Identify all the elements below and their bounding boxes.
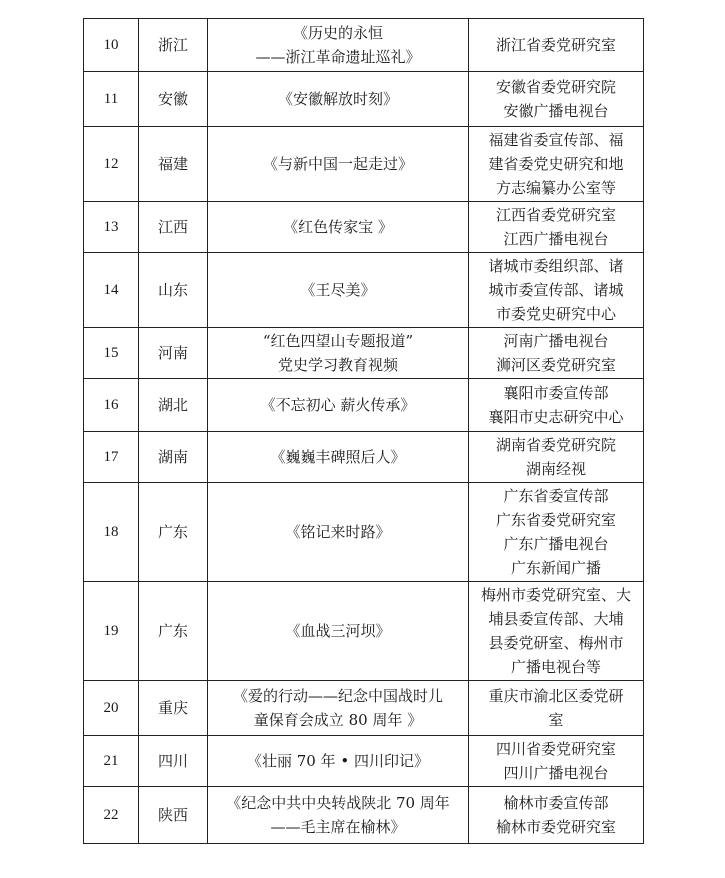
program-title-cell [208,72,469,127]
organization-line: 福建省委宣传部、福 [488,131,624,149]
row-number-cell: 21 [84,736,139,787]
organization-line: 室 [548,711,564,729]
organization-line: 方志编纂办公室等 [495,179,616,197]
program-title-line: 《铭记来时路》 [285,523,391,541]
organization-line: 安徽广播电视台 [503,102,609,120]
table-body [84,19,644,844]
organization-cell [469,736,644,787]
program-title-line: ——毛主席在榆林》 [270,818,406,836]
organization-cell [469,787,644,844]
organization-cell [469,483,644,582]
program-title-cell [208,582,469,681]
program-title-line: 《巍巍丰碑照后人》 [270,448,406,466]
organization-line: 浙江省委党研究室 [495,36,616,54]
row-number-cell: 20 [84,681,139,736]
program-title-line: 党史学习教育视频 [277,356,398,374]
program-title-line: 《与新中国一起走过》 [262,155,413,173]
table-row [84,787,644,844]
province-cell: 山东 [139,253,208,328]
row-number-cell: 17 [84,432,139,483]
row-number-cell: 11 [84,72,139,127]
program-title-line: 《王尽美》 [300,281,376,299]
province-cell: 江西 [139,202,208,253]
organization-cell [469,432,644,483]
program-title-line: 《安徽解放时刻》 [277,90,398,108]
row-number-cell: 13 [84,202,139,253]
row-number-cell: 10 [84,19,139,72]
program-title-cell [208,379,469,432]
table-row [84,681,644,736]
organization-line: 广播电视台等 [510,658,601,676]
table-row [84,328,644,379]
program-title-cell [208,127,469,202]
province-cell: 广东 [139,582,208,681]
table-row [84,582,644,681]
organization-line: 江西广播电视台 [503,230,609,248]
program-title-line: 《爱的行动——纪念中国战时儿 [232,687,443,705]
organization-line: 湖南经视 [525,460,586,478]
row-number-cell: 12 [84,127,139,202]
table-row [84,379,644,432]
program-title-line: 《纪念中共中央转战陕北 70 周年 [226,794,450,812]
organization-line: 河南广播电视台 [503,332,609,350]
organization-line: 广东新闻广播 [510,559,601,577]
program-title-cell [208,483,469,582]
province-cell: 福建 [139,127,208,202]
province-cell: 安徽 [139,72,208,127]
organization-cell [469,582,644,681]
organization-line: 浉河区委党研究室 [495,356,616,374]
program-title-cell [208,681,469,736]
table-row [84,483,644,582]
organization-line: 诸城市委组织部、诸 [488,257,624,275]
program-title-line: “红色四望山专题报道” [262,332,414,350]
row-number-cell: 16 [84,379,139,432]
organization-line: 四川广播电视台 [503,764,609,782]
organization-line: 江西省委党研究室 [495,206,616,224]
row-number-cell: 18 [84,483,139,582]
organization-line: 梅州市委党研究室、大 [480,586,631,604]
organization-cell [469,19,644,72]
program-title-line: 《血战三河坝》 [285,622,391,640]
province-cell: 湖南 [139,432,208,483]
organization-line: 榆林市委党研究室 [495,818,616,836]
program-title-cell [208,787,469,844]
organization-line: 城市委宣传部、诸城 [488,281,624,299]
table-row [84,432,644,483]
row-number-cell: 15 [84,328,139,379]
table-row [84,72,644,127]
organization-cell [469,202,644,253]
organization-line: 湖南省委党研究院 [495,436,616,454]
program-title-line: 《壮丽 70 年 • 四川印记》 [246,752,429,770]
organization-cell [469,681,644,736]
province-cell: 湖北 [139,379,208,432]
program-title-cell [208,19,469,72]
row-number-cell: 22 [84,787,139,844]
organization-line: 襄阳市委宣传部 [503,384,609,402]
row-number-cell: 14 [84,253,139,328]
table-row [84,127,644,202]
organization-line: 四川省委党研究室 [495,740,616,758]
province-cell: 广东 [139,483,208,582]
organization-line: 县委党研室、梅州市 [488,634,624,652]
organization-line: 广东省委党研究室 [495,511,616,529]
table-row [84,736,644,787]
province-cell: 河南 [139,328,208,379]
organization-cell [469,328,644,379]
program-title-line: 《历史的永恒 [292,24,383,42]
program-title-line: 《红色传家宝 》 [283,218,393,236]
province-cell: 重庆 [139,681,208,736]
table-row [84,19,644,72]
organization-line: 广东省委宣传部 [503,487,609,505]
program-title-cell [208,736,469,787]
organization-line: 安徽省委党研究院 [495,78,616,96]
organization-line: 埔县委宣传部、大埔 [488,610,624,628]
program-title-cell [208,328,469,379]
organization-cell [469,253,644,328]
organization-line: 建省委党史研究和地 [488,155,624,173]
province-cell: 浙江 [139,19,208,72]
program-title-line: 《不忘初心 薪火传承》 [260,396,416,414]
program-title-cell [208,202,469,253]
program-title-cell [208,253,469,328]
program-title-line: 童保育会成立 80 周年 》 [253,711,423,729]
province-cell: 四川 [139,736,208,787]
program-title-cell [208,432,469,483]
organization-line: 广东广播电视台 [503,535,609,553]
province-cell: 陕西 [139,787,208,844]
organization-cell [469,127,644,202]
organization-line: 襄阳市史志研究中心 [488,408,624,426]
organization-line: 市委党史研究中心 [495,305,616,323]
row-number-cell: 19 [84,582,139,681]
organization-cell [469,379,644,432]
organization-cell [469,72,644,127]
organization-line: 重庆市渝北区委党研 [488,687,624,705]
program-table [83,18,644,844]
table-row [84,202,644,253]
program-title-line: ——浙江革命遗址巡礼》 [255,48,421,66]
table-row [84,253,644,328]
organization-line: 榆林市委宣传部 [503,794,609,812]
